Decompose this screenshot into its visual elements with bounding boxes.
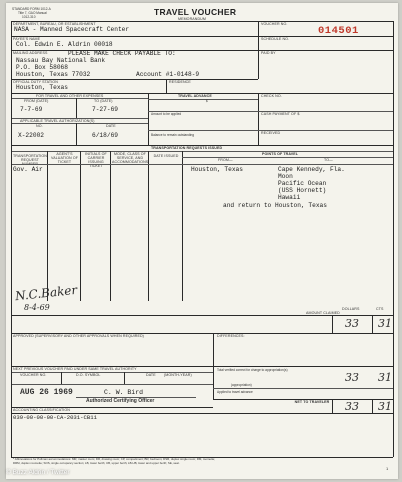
- col-agent-valuation: AGENT'S VALUATION OF TICKET: [50, 152, 79, 164]
- travel-from-value: Houston, Texas: [191, 166, 243, 173]
- transport-request-value: Gov. Air: [13, 166, 43, 173]
- footnote-line-1: * Abbreviations for Pullman accommodations: MR, master room; DR, drawing room; CP, compartment; BR, bedroom; DSR, duplex single room; RM, roomette;: [13, 457, 216, 461]
- department-value: NASA - Manned Spacecraft Center: [14, 26, 130, 33]
- auth-date-label: DATE: [106, 124, 116, 128]
- duty-station-label: OFFICIAL DUTY STATION: [13, 80, 58, 84]
- month-year-label: (MONTH-YEAR): [164, 373, 192, 377]
- travel-voucher-form: [6, 3, 398, 479]
- differences-label: DIFFERENCES:: [217, 334, 245, 338]
- travel-to-2: Moon: [278, 173, 293, 180]
- next-previous-voucher-label: NEXT PREVIOUS VOUCHER PAID UNDER SAME TRAVEL AUTHORITY: [13, 367, 137, 371]
- from-date-value: 7-7-69: [20, 106, 43, 113]
- handwritten-date: 8-4-69: [24, 303, 50, 312]
- dollars-label: DOLLARS: [342, 307, 360, 311]
- transportation-title: TRANSPORTATION REQUESTS ISSUED: [151, 146, 223, 150]
- points-from-label: FROM—: [218, 158, 233, 162]
- voucher-no-label: VOUCHER NO.: [261, 22, 288, 26]
- col-request-number: TRANSPORTATION REQUEST NUMBER: [13, 154, 47, 166]
- points-to-label: TO—: [324, 158, 333, 162]
- travel-to-1: Cape Kennedy, Fla.: [278, 166, 345, 173]
- auth-date-value: 6/18/69: [92, 132, 118, 139]
- department-label: DEPARTMENT, BUREAU, OR ESTABLISHMENT: [13, 22, 96, 26]
- payee-label: PAYEE'S NAME: [13, 37, 41, 41]
- paid-by-label: PAID BY: [261, 51, 276, 55]
- schedule-no-label: SCHEDULE NO.: [261, 37, 290, 41]
- payee-value: Col. Edwin E. Aldrin 00018: [16, 41, 113, 48]
- page-marker: 1: [386, 466, 389, 471]
- travel-to-4: (USS Hornett): [278, 187, 327, 194]
- form-title: TRAVEL VOUCHER: [154, 7, 237, 17]
- amount-claimed-dollars: 33: [345, 317, 359, 330]
- amount-claimed-label: AMOUNT CLAIMED: [306, 311, 340, 315]
- applied-advance-label: Applied to travel advance: [217, 390, 253, 394]
- travel-period-label: FOR TRAVEL AND OTHER EXPENSES: [36, 94, 104, 98]
- mailing-address-label: MAILING ADDRESS: [13, 51, 48, 55]
- mailing-line-2: Nassau Bay National Bank: [16, 57, 106, 64]
- mailing-line-4: Houston, Texas 77032: [16, 71, 91, 78]
- mailing-line-3: P.O. Box 58068: [16, 64, 68, 71]
- auth-no-label: NO.: [36, 124, 43, 128]
- advance-dollar-sign: $: [206, 99, 208, 103]
- verified-cents: 31: [378, 371, 392, 384]
- net-cents: 31: [378, 400, 392, 413]
- form-number: STANDARD FORM 1012-A: [12, 7, 51, 11]
- certifier-title: Authorized Certifying Officer: [86, 398, 155, 404]
- travel-authorization-label: APPLICABLE TRAVEL AUTHORIZATION(S): [20, 119, 95, 123]
- mailing-line-1: PLEASE MAKE CHECK PAYABLE TO:: [68, 50, 176, 57]
- total-verified-label: Total verified correct for charge to appropriation(s): [217, 368, 288, 372]
- travel-to-5: Hawaii: [278, 194, 301, 201]
- cash-payment-label: CASH PAYMENT OF $: [261, 112, 300, 116]
- accounting-classification-label: ACCOUNTING CLASSIFICATION: [13, 408, 70, 412]
- form-subtitle: MEMORANDUM: [178, 17, 206, 21]
- photo-credit: © Buzz Aldrin / Twitter: [6, 469, 70, 476]
- col-mode-class: MODE, CLASS OF SERVICE, AND ACCOMMODATIONS: [112, 152, 149, 164]
- bank-account: Account #1-0148-9: [136, 71, 200, 78]
- balance-outstanding-label: Balance to remain outstanding: [151, 133, 195, 137]
- approved-label: APPROVED (SUPERVISORY AND OTHER APPROVALS WHEN REQUIRED): [13, 334, 144, 338]
- to-date-value: 7-27-69: [92, 106, 118, 113]
- return-line: and return to Houston, Texas: [223, 202, 327, 209]
- travel-to-3: Pacific Ocean: [278, 180, 327, 187]
- form-gao-manual: Title 7, GAO Manual: [18, 11, 47, 15]
- net-dollars: 33: [345, 400, 359, 413]
- footnote-line-2: DRM, duplex roomette; SOS, single occupancy section; LB, lower berth; UB, upper berth; LB-UB, lower and upper berth; SE, seat.: [13, 461, 180, 465]
- amount-claimed-cents: 31: [378, 317, 392, 330]
- handwritten-signature: N.C.Baker: [14, 282, 78, 304]
- to-date-label: TO (DATE): [94, 99, 113, 103]
- amount-applied-label: Amount to be applied: [151, 112, 182, 116]
- travel-advance-title: TRAVEL ADVANCE: [178, 94, 212, 98]
- prev-voucher-no-label: VOUCHER NO.: [20, 373, 47, 377]
- check-no-label: CHECK NO.: [261, 94, 282, 98]
- duty-station-value: Houston, Texas: [16, 84, 68, 91]
- verified-dollars: 33: [345, 371, 359, 384]
- from-date-label: FROM (DATE): [24, 99, 49, 103]
- accounting-classification-value: 039-00-00-00-CA-2031-CB11: [13, 414, 97, 421]
- approval-date-stamp: AUG 26 1969: [20, 388, 73, 397]
- certifier-name: C. W. Bird: [104, 389, 144, 396]
- col-date-issued: DATE ISSUED: [153, 154, 179, 158]
- cts-label: CTS: [376, 307, 384, 311]
- received-label: RECEIVED: [261, 131, 281, 135]
- do-symbol-label: D.O. SYMBOL: [76, 373, 101, 377]
- form-gao-code: 1012-310: [22, 15, 36, 19]
- prev-date-label: DATE: [146, 373, 156, 377]
- points-of-travel-title: POINTS OF TRAVEL: [262, 152, 299, 156]
- appropriation-label: (appropriation): [231, 383, 252, 387]
- net-to-traveler-label: NET TO TRAVELER: [294, 400, 330, 404]
- voucher-number: 014501: [318, 25, 359, 37]
- col-carrier-initials: INITIALS OF CARRIER ISSUING TICKET: [85, 152, 107, 168]
- residence-label: RESIDENCE: [169, 80, 191, 84]
- auth-no-value: X-22002: [18, 132, 44, 139]
